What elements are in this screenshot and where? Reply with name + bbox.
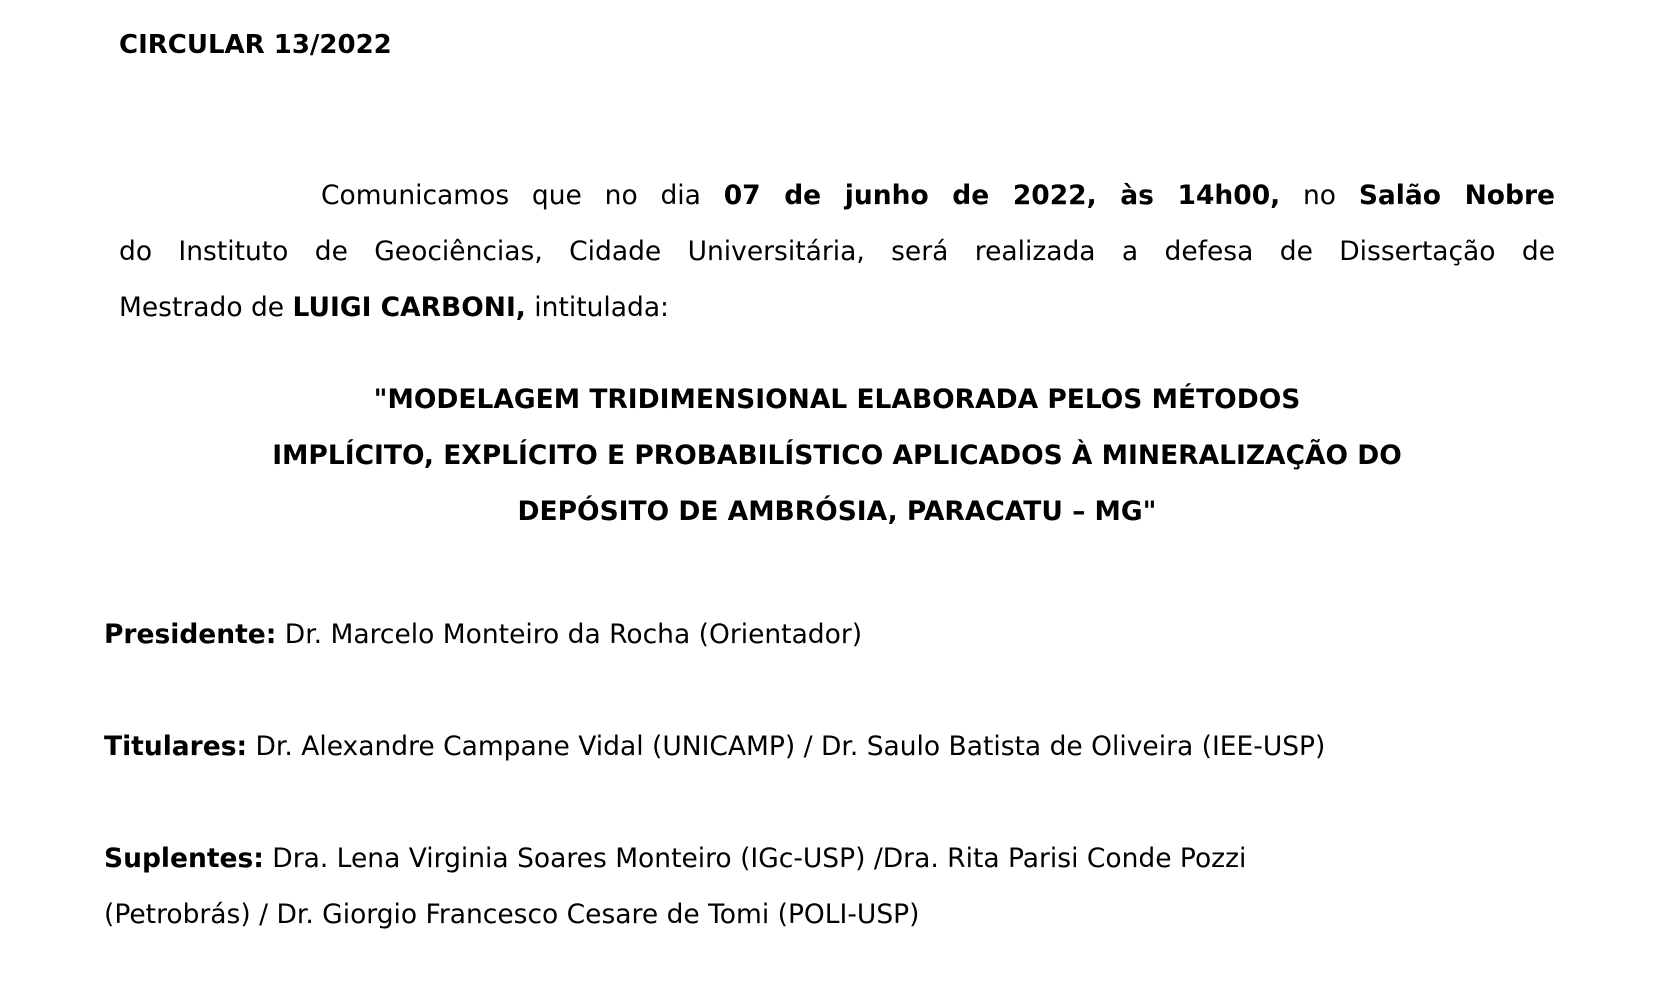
announcement-intro: Comunicamos que no dia: [321, 180, 724, 211]
announcement-line-1: [119, 168, 1555, 224]
titulares-entry: [104, 719, 1325, 775]
announcement-paragraph: [119, 168, 1555, 336]
defense-date: 07 de junho de 2022, às 14h00,: [723, 180, 1281, 211]
president-entry: [104, 607, 862, 663]
president-label: Presidente:: [104, 619, 277, 650]
circular-number: CIRCULAR 13/2022: [119, 30, 392, 60]
suplentes-entry: [104, 831, 1246, 887]
candidate-name: LUIGI CARBONI,: [292, 292, 526, 323]
defense-location: Salão Nobre: [1358, 180, 1555, 211]
thesis-title-line-2: IMPLÍCITO, EXPLÍCITO E PROBABILÍSTICO APLICADOS À MINERALIZAÇÃO DO: [272, 440, 1402, 471]
suplentes-continuation: (Petrobrás) / Dr. Giorgio Francesco Cesare de Tomi (POLI-USP): [104, 899, 920, 930]
degree-text: Mestrado de: [119, 292, 293, 323]
titled-text: intitulada:: [525, 292, 669, 323]
suplentes-value-line-1: Dra. Lena Virginia Soares Monteiro (IGc-USP) /Dra. Rita Parisi Conde Pozzi: [263, 843, 1247, 874]
thesis-title-line-1: "MODELAGEM TRIDIMENSIONAL ELABORADA PELOS MÉTODOS: [373, 384, 1301, 415]
announcement-line-2: do Instituto de Geociências, Cidade Universitária, será realizada a defesa de Dissertação de: [119, 236, 1555, 267]
thesis-title: [119, 372, 1555, 540]
suplentes-label: Suplentes:: [104, 843, 264, 874]
announcement-connector: no: [1280, 180, 1359, 211]
titulares-value: Dr. Alexandre Campane Vidal (UNICAMP) / Dr. Saulo Batista de Oliveira (IEE-USP): [247, 731, 1326, 762]
announcement-line-3: [119, 280, 1555, 336]
thesis-title-line-3: DEPÓSITO DE AMBRÓSIA, PARACATU – MG": [517, 496, 1157, 527]
president-value: Dr. Marcelo Monteiro da Rocha (Orientador): [276, 619, 863, 650]
titulares-label: Titulares:: [104, 731, 248, 762]
